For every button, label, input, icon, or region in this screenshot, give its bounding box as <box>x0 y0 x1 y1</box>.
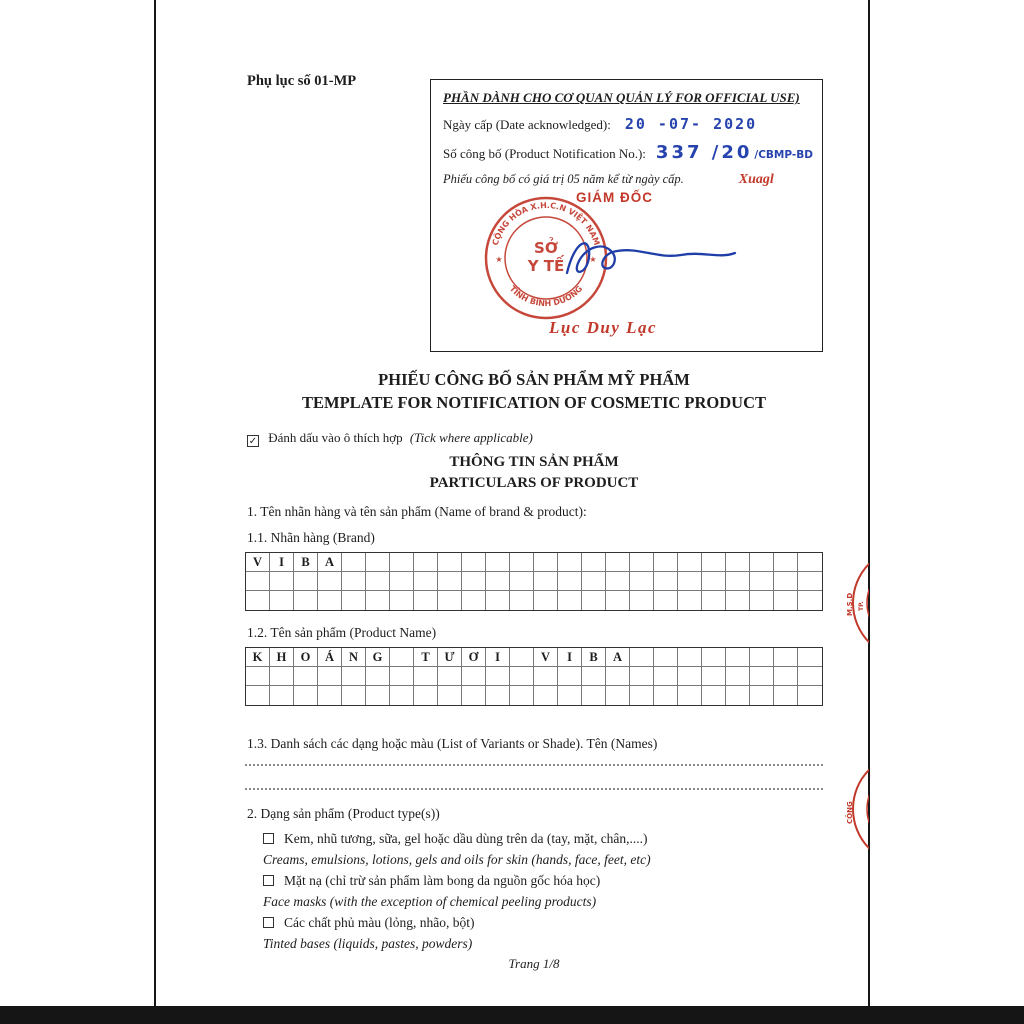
dotted-line <box>245 764 823 766</box>
signer-name: Lục Duy Lạc <box>549 318 658 337</box>
grid-cell <box>558 667 582 686</box>
grid-cell <box>798 667 822 686</box>
grid-cell <box>774 686 798 705</box>
grid-cell <box>486 553 510 572</box>
grid-cell <box>750 648 774 667</box>
grid-cell <box>606 591 630 610</box>
notification-no-suffix: /CBMP-BD <box>754 149 813 161</box>
bottom-edge-bar <box>0 1006 1024 1024</box>
grid-cell <box>294 572 318 591</box>
grid-cell <box>798 553 822 572</box>
question-1-label: 1. Tên nhãn hàng và tên sản phẩm (Name of brand & product): <box>247 504 587 519</box>
grid-cell <box>270 686 294 705</box>
grid-cell <box>486 591 510 610</box>
grid-cell <box>486 572 510 591</box>
grid-cell <box>486 686 510 705</box>
option-label-en: Face masks (with the exception of chemical peeling products) <box>263 894 597 909</box>
section-heading-vi: THÔNG TIN SẢN PHẨM <box>449 454 619 470</box>
grid-cell <box>342 572 366 591</box>
grid-cell <box>798 648 822 667</box>
form-title-vi: PHIẾU CÔNG BỐ SẢN PHẨM MỸ PHẨM <box>378 370 690 389</box>
grid-cell <box>294 591 318 610</box>
grid-cell <box>558 572 582 591</box>
grid-cell <box>654 572 678 591</box>
edge-stamp-top-text: M.S.D <box>846 592 854 616</box>
grid-cell <box>462 686 486 705</box>
left-edge-line <box>154 0 156 1006</box>
tick-note-en: (Tick where applicable) <box>409 430 533 445</box>
product-name-label: 1.2. Tên sản phẩm (Product Name) <box>247 625 437 640</box>
option-label-en: Tinted bases (liquids, pastes, powders) <box>263 936 473 951</box>
grid-cell <box>654 648 678 667</box>
grid-cell <box>534 591 558 610</box>
grid-cell <box>342 553 366 572</box>
option-label-en: Creams, emulsions, lotions, gels and oils for skin (hands, face, feet, etc) <box>263 852 651 867</box>
grid-cell: B <box>582 648 606 667</box>
product-type-option <box>263 828 823 870</box>
grid-cell <box>414 553 438 572</box>
grid-cell: O <box>294 648 318 667</box>
grid-cell <box>702 686 726 705</box>
grid-cell <box>366 572 390 591</box>
grid-cell <box>510 648 534 667</box>
grid-cell <box>390 667 414 686</box>
grid-cell <box>246 572 270 591</box>
option-label-vi: Mặt nạ (chỉ trừ sản phẩm làm bong da nguồn gốc hóa học) <box>284 873 601 888</box>
grid-cell <box>390 591 414 610</box>
grid-cell <box>534 553 558 572</box>
grid-cell <box>750 572 774 591</box>
date-acknowledged-value: 20 -07- 2020 <box>624 115 758 133</box>
checkbox-unchecked-icon <box>263 875 274 886</box>
validity-note: Phiếu công bố có giá trị 05 năm kể từ ngày cấp. <box>443 172 684 186</box>
grid-cell <box>678 648 702 667</box>
grid-cell <box>750 591 774 610</box>
variants-label: 1.3. Danh sách các dạng hoặc màu (List of Variants or Shade). Tên (Names) <box>247 736 658 751</box>
grid-cell: Á <box>318 648 342 667</box>
official-use-box <box>430 79 823 352</box>
official-use-header: PHẦN DÀNH CHO CƠ QUAN QUẢN LÝ FOR OFFICIAL USE) <box>443 90 800 105</box>
grid-cell <box>726 553 750 572</box>
grid-cell <box>462 667 486 686</box>
grid-cell <box>726 648 750 667</box>
grid-cell <box>438 686 462 705</box>
grid-cell <box>414 667 438 686</box>
director-signature-icon <box>561 223 741 288</box>
star-icon: ★ <box>589 255 597 264</box>
grid-cell <box>510 686 534 705</box>
grid-cell <box>270 572 294 591</box>
grid-cell <box>726 686 750 705</box>
section-heading-en: PARTICULARS OF PRODUCT <box>429 475 639 491</box>
notification-no-value: 337 /20 <box>655 142 753 163</box>
grid-cell <box>534 686 558 705</box>
grid-cell <box>534 572 558 591</box>
grid-cell <box>558 591 582 610</box>
grid-cell <box>774 572 798 591</box>
grid-cell <box>438 667 462 686</box>
grid-cell <box>798 572 822 591</box>
grid-cell: Ư <box>438 648 462 667</box>
product-type-option <box>263 870 823 912</box>
grid-cell <box>558 686 582 705</box>
grid-cell <box>390 648 414 667</box>
grid-cell <box>654 667 678 686</box>
grid-cell <box>390 572 414 591</box>
grid-cell: A <box>318 553 342 572</box>
grid-cell <box>366 591 390 610</box>
stamp-bottom-arc-text: TỈNH BÌNH DƯƠNG <box>507 284 585 309</box>
grid-cell: Ơ <box>462 648 486 667</box>
grid-cell <box>246 686 270 705</box>
checkbox-unchecked-icon <box>263 833 274 844</box>
grid-cell: K <box>246 648 270 667</box>
grid-cell <box>678 591 702 610</box>
grid-cell <box>534 667 558 686</box>
grid-cell <box>750 553 774 572</box>
grid-cell <box>678 667 702 686</box>
grid-cell <box>438 572 462 591</box>
grid-cell <box>270 667 294 686</box>
grid-cell <box>774 553 798 572</box>
dotted-line <box>245 788 823 790</box>
grid-cell <box>342 591 366 610</box>
grid-cell: I <box>486 648 510 667</box>
grid-cell <box>678 553 702 572</box>
page-number: Trang 1/8 <box>508 956 560 971</box>
grid-cell: I <box>270 553 294 572</box>
grid-cell <box>606 667 630 686</box>
grid-cell <box>726 572 750 591</box>
grid-cell: G <box>366 648 390 667</box>
grid-cell <box>606 572 630 591</box>
grid-cell <box>414 572 438 591</box>
option-label-vi: Kem, nhũ tương, sữa, gel hoặc dầu dùng trên da (tay, mặt, chân,....) <box>284 831 648 846</box>
stamp-top-arc-text: CỘNG HÒA X.H.C.N VIỆT NAM <box>490 200 602 247</box>
form-title-en: TEMPLATE FOR NOTIFICATION OF COSMETIC PRODUCT <box>301 393 766 412</box>
grid-cell <box>294 686 318 705</box>
checkbox-unchecked-icon <box>263 917 274 928</box>
grid-cell <box>726 667 750 686</box>
tick-note <box>247 430 533 447</box>
grid-cell: B <box>294 553 318 572</box>
grid-cell <box>318 686 342 705</box>
grid-cell <box>582 686 606 705</box>
grid-cell <box>774 591 798 610</box>
grid-cell: V <box>246 553 270 572</box>
grid-cell <box>390 553 414 572</box>
grid-cell <box>630 591 654 610</box>
star-icon: ★ <box>495 255 503 264</box>
grid-cell <box>630 553 654 572</box>
grid-cell <box>318 572 342 591</box>
grid-cell <box>582 667 606 686</box>
tick-note-vi: Đánh dấu vào ô thích hợp <box>268 430 403 445</box>
form-title <box>245 368 823 414</box>
grid-cell <box>798 591 822 610</box>
grid-cell <box>558 553 582 572</box>
grid-cell <box>246 591 270 610</box>
grid-cell <box>702 572 726 591</box>
grid-cell <box>750 667 774 686</box>
option-label-vi: Các chất phủ màu (lỏng, nhão, bột) <box>284 915 475 930</box>
grid-cell: V <box>534 648 558 667</box>
grid-cell <box>246 667 270 686</box>
grid-cell <box>582 572 606 591</box>
grid-cell <box>726 591 750 610</box>
grid-cell: N <box>342 648 366 667</box>
grid-cell <box>366 686 390 705</box>
grid-cell <box>702 591 726 610</box>
grid-cell <box>366 553 390 572</box>
grid-cell <box>462 591 486 610</box>
grid-cell <box>774 667 798 686</box>
brand-label: 1.1. Nhãn hàng (Brand) <box>247 530 375 545</box>
grid-cell <box>774 648 798 667</box>
grid-cell <box>438 553 462 572</box>
edge-stamp-top <box>841 556 869 651</box>
grid-cell <box>654 553 678 572</box>
edge-stamp-bottom <box>841 762 869 857</box>
edge-stamp-top-text2: TP. <box>858 601 865 611</box>
grid-cell <box>510 667 534 686</box>
edge-stamp-bottom-text: CÔNG <box>846 801 854 824</box>
grid-cell <box>630 667 654 686</box>
grid-cell: T <box>414 648 438 667</box>
grid-cell <box>414 591 438 610</box>
grid-cell <box>630 572 654 591</box>
grid-cell <box>510 553 534 572</box>
grid-cell <box>606 686 630 705</box>
grid-cell <box>654 686 678 705</box>
grid-cell <box>702 667 726 686</box>
grid-cell <box>318 591 342 610</box>
notification-no-label: Số công bố (Product Notification No.): <box>443 146 646 161</box>
director-title: GIÁM ĐỐC <box>576 190 653 205</box>
grid-cell <box>510 591 534 610</box>
grid-cell <box>678 572 702 591</box>
product-type-options <box>263 828 823 954</box>
grid-cell <box>606 553 630 572</box>
checkbox-checked-icon: ✓ <box>248 436 258 447</box>
grid-cell <box>630 686 654 705</box>
stamp-center-line2: Y TẾ <box>527 257 565 275</box>
appendix-label: Phụ lục số 01-MP <box>247 73 357 89</box>
grid-cell <box>702 553 726 572</box>
grid-cell: I <box>558 648 582 667</box>
grid-cell <box>702 648 726 667</box>
grid-cell <box>438 591 462 610</box>
product-name-grid <box>245 647 823 706</box>
grid-cell <box>510 572 534 591</box>
grid-cell <box>294 667 318 686</box>
grid-cell <box>678 686 702 705</box>
question-2-label: 2. Dạng sản phẩm (Product type(s)) <box>247 806 440 821</box>
grid-cell <box>414 686 438 705</box>
grid-cell <box>390 686 414 705</box>
grid-cell <box>342 667 366 686</box>
grid-cell <box>462 572 486 591</box>
grid-cell <box>654 591 678 610</box>
stamp-center-line1: SỞ <box>534 239 558 257</box>
grid-cell <box>486 667 510 686</box>
section-heading <box>245 452 823 494</box>
grid-cell <box>318 667 342 686</box>
grid-cell: A <box>606 648 630 667</box>
grid-cell: H <box>270 648 294 667</box>
date-acknowledged-label: Ngày cấp (Date acknowledged): <box>443 117 611 132</box>
grid-cell <box>582 553 606 572</box>
brand-grid <box>245 552 823 611</box>
grid-cell <box>342 686 366 705</box>
grid-cell <box>270 591 294 610</box>
handwritten-initials: Xuagl <box>738 172 774 187</box>
grid-cell <box>366 667 390 686</box>
grid-cell <box>798 686 822 705</box>
grid-cell <box>750 686 774 705</box>
product-type-option <box>263 912 823 954</box>
grid-cell <box>630 648 654 667</box>
grid-cell <box>582 591 606 610</box>
grid-cell <box>462 553 486 572</box>
